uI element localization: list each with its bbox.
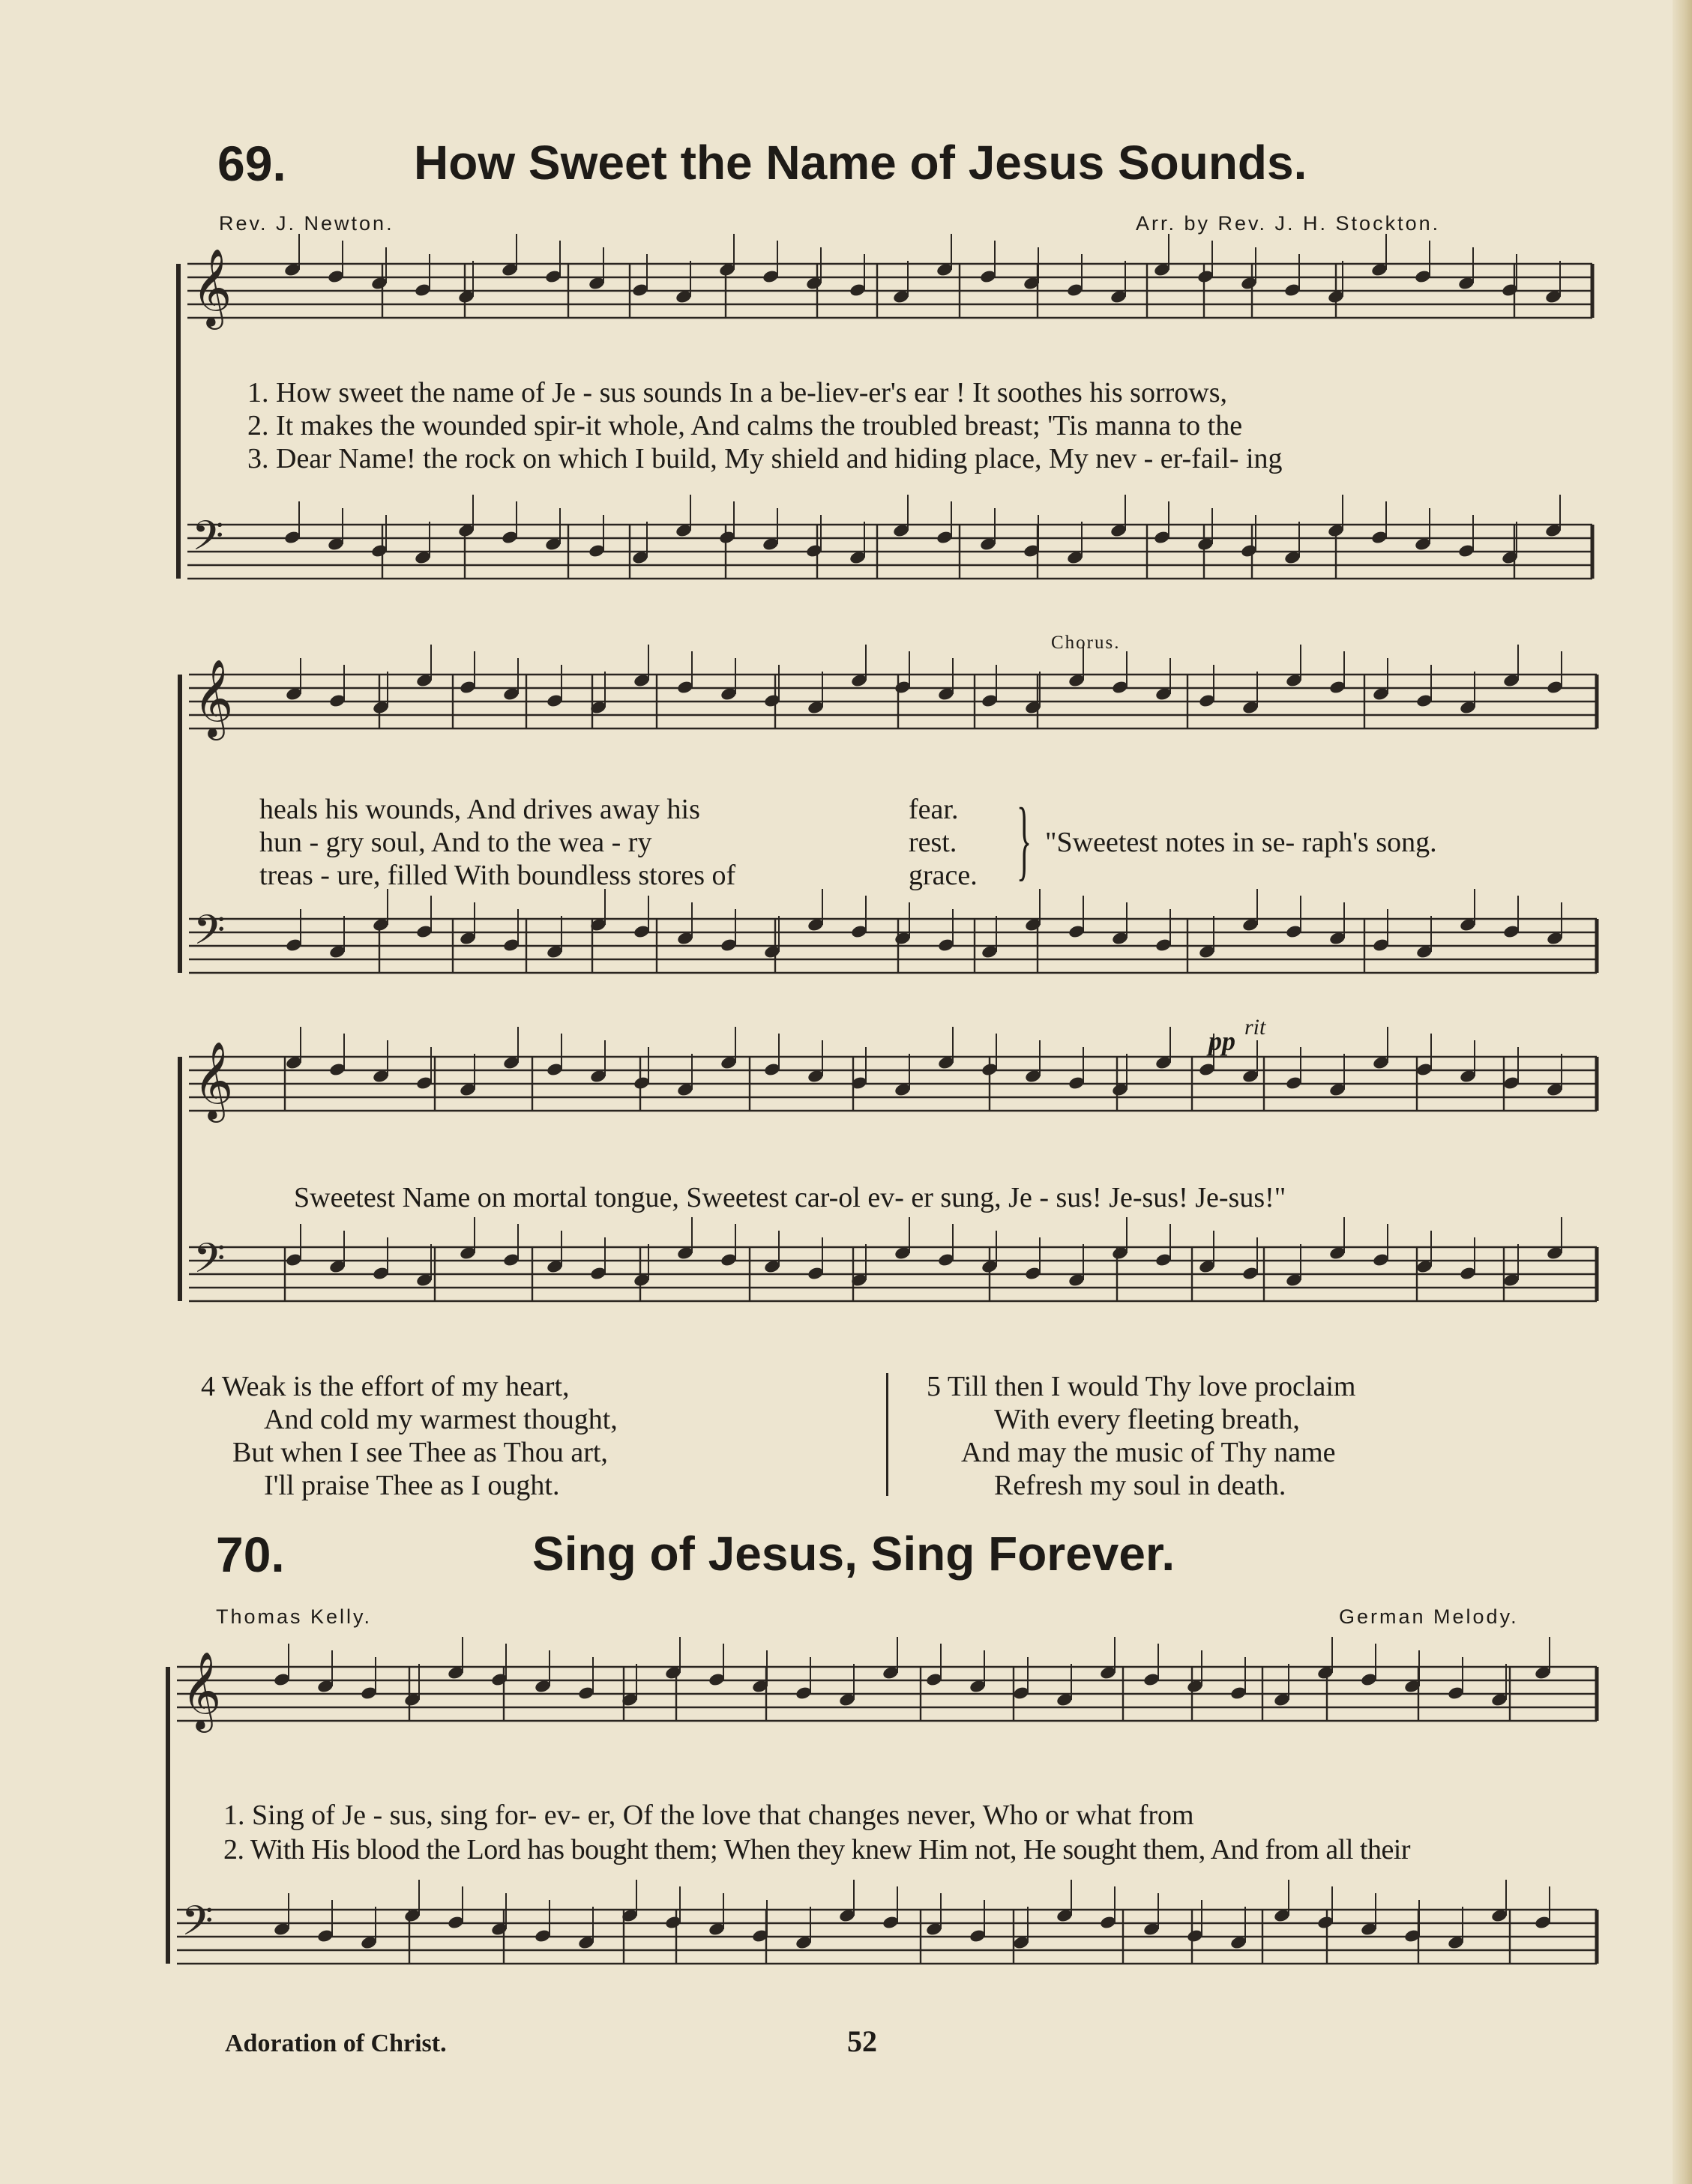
verse-1-ending: fear. bbox=[909, 794, 959, 825]
stanza-4-line-3: But when I see Thee as Thou art, bbox=[232, 1437, 608, 1468]
hymn-69-number: 69. bbox=[217, 136, 286, 191]
verse-3-line-a: 3. Dear Name! the rock on which I build, My shield and hiding place, My nev - er-fail- ing bbox=[247, 443, 1283, 474]
bass-clef: 𝄢 bbox=[193, 906, 226, 964]
stanza-5 bbox=[927, 1370, 1355, 1502]
treble-clef: 𝄞 bbox=[192, 248, 232, 327]
bass-clef: 𝄢 bbox=[192, 512, 224, 570]
staff bbox=[189, 675, 1597, 728]
stanza-4-number: 4 bbox=[201, 1371, 215, 1402]
treble-clef: 𝄞 bbox=[181, 1651, 222, 1730]
hymn-70-number: 70. bbox=[216, 1527, 285, 1582]
bass-clef: 𝄢 bbox=[181, 1897, 214, 1955]
hymn-69-author: Rev. J. Newton. bbox=[219, 212, 394, 235]
stanza-5-line-1: Till then I would Thy love proclaim bbox=[947, 1371, 1356, 1402]
stanza-5-number: 5 bbox=[927, 1371, 941, 1402]
verse-3-line-b: treas - ure, filled With boundless stores of bbox=[259, 860, 736, 891]
verse-brace: } bbox=[1017, 789, 1032, 889]
hymn-70-verse-1: 1. Sing of Je - sus, sing for- ev- er, Of the love that changes never, Who or what from bbox=[223, 1800, 1194, 1831]
hymn-70-verse-2: 2. With His blood the Lord has bought them; When they knew Him not, He sought them, And from all their bbox=[223, 1834, 1411, 1865]
bass-clef: 𝄢 bbox=[193, 1234, 226, 1292]
hymn-69-title: How Sweet the Name of Jesus Sounds. bbox=[414, 136, 1307, 190]
hymn-70-composer: German Melody. bbox=[1339, 1605, 1519, 1628]
stanza-divider bbox=[886, 1373, 888, 1496]
verse-1-line-a: 1. How sweet the name of Je - sus sounds In a be-liev-er's ear ! It soothes his sorrows, bbox=[247, 377, 1227, 408]
staff bbox=[177, 1910, 1597, 1964]
verse-1-line-b: heals his wounds, And drives away his bbox=[259, 794, 700, 825]
verse-2-line-a: 2. It makes the wounded spir-it whole, And calms the troubled breast; 'Tis manna to the bbox=[247, 410, 1243, 441]
hymn-69-arranger: Arr. by Rev. J. H. Stockton. bbox=[1136, 212, 1441, 235]
chorus-label: Chorus. bbox=[1051, 633, 1121, 653]
chorus-line-2: Sweetest Name on mortal tongue, Sweetest car-ol ev- er sung, Je - sus! Je-sus! Je-sus!" bbox=[294, 1182, 1286, 1213]
treble-clef: 𝄞 bbox=[193, 659, 234, 737]
stanza-5-line-3: And may the music of Thy name bbox=[961, 1437, 1336, 1468]
verse-2-line-b: hun - gry soul, And to the wea - ry bbox=[259, 827, 652, 858]
page-number: 52 bbox=[847, 2024, 877, 2058]
hymn-70-author: Thomas Kelly. bbox=[216, 1605, 373, 1628]
dynamic-pp: pp bbox=[1208, 1026, 1235, 1056]
verse-3-ending: grace. bbox=[909, 860, 978, 891]
hymn-70-title: Sing of Jesus, Sing Forever. bbox=[532, 1527, 1175, 1581]
chorus-line-1: "Sweetest notes in se- raph's song. bbox=[1045, 827, 1437, 858]
stanza-4-line-4: I'll praise Thee as I ought. bbox=[264, 1470, 560, 1501]
stanza-4 bbox=[201, 1370, 618, 1502]
stanza-4-line-2: And cold my warmest thought, bbox=[264, 1404, 618, 1435]
verse-2-ending: rest. bbox=[909, 827, 957, 858]
footer-topic: Adoration of Christ. bbox=[225, 2030, 447, 2057]
treble-clef: 𝄞 bbox=[193, 1041, 234, 1120]
stanza-4-line-1: Weak is the effort of my heart, bbox=[221, 1371, 570, 1402]
stanza-5-line-4: Refresh my soul in death. bbox=[994, 1470, 1286, 1501]
stanza-5-line-2: With every fleeting breath, bbox=[994, 1404, 1300, 1435]
dynamic-rit: rit bbox=[1244, 1015, 1266, 1040]
